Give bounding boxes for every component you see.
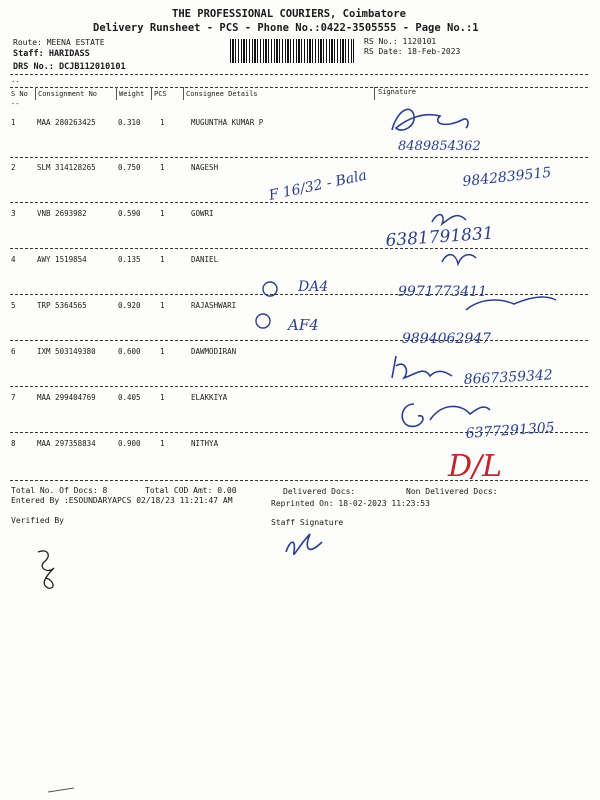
circle-mark	[256, 314, 270, 328]
cell-consignment: AWY 1519854	[37, 255, 87, 264]
col-header-consignment: Consignment No	[38, 90, 98, 98]
stray-mark	[48, 788, 74, 792]
handwritten-phone-2: 9842839515	[461, 164, 553, 190]
cell-weight: 0.135	[118, 255, 141, 264]
cell-weight: 0.600	[118, 347, 141, 356]
cell-consignment: SLM 314128265	[37, 163, 96, 172]
staff-signature-label: Staff Signature	[271, 518, 344, 527]
total-docs: Total No. Of Docs: 8	[11, 486, 108, 495]
col-header-signature: Signature	[378, 88, 416, 96]
signature-row-6	[392, 356, 452, 378]
runsheet-title: Delivery Runsheet - PCS - Phone No.:0422-3505555 - Page No.:1	[93, 22, 479, 34]
cell-consignee: ELAKKIYA	[191, 393, 228, 402]
total-cod: Total COD Amt: 0.00	[145, 486, 237, 495]
handwritten-phone-5: 9894062947	[402, 331, 492, 347]
cell-sno: 2	[11, 163, 16, 172]
divider-marks: --	[11, 78, 20, 86]
handwritten-dl-mark: D/L	[448, 449, 503, 484]
cell-consignee: DAWMODIRAN	[191, 347, 237, 356]
cell-pcs: 1	[160, 255, 165, 264]
cell-consignee: NITHYA	[191, 439, 219, 448]
cell-consignee: GOWRI	[191, 209, 214, 218]
signature-row-7	[402, 404, 490, 426]
cell-weight: 0.590	[118, 209, 141, 218]
divider-marks: --	[11, 100, 20, 108]
handwritten-phone-4: 9971773411	[398, 284, 488, 300]
non-delivered-docs: Non Delivered Docs:	[406, 487, 498, 496]
col-header-consignee: Consignee Details	[186, 90, 258, 98]
cell-consignment: VNB 2693982	[37, 209, 87, 218]
col-header-pcs: PCS	[154, 90, 167, 98]
handwritten-phone-3: 6381791831	[384, 223, 495, 251]
cell-consignment: MAA 280263425	[37, 118, 96, 127]
cell-consignment: TRP 5364565	[37, 301, 87, 310]
handwritten-phone-7: 6377291305	[465, 419, 556, 442]
cell-consignee: MUGUNTHA KUMAR P	[191, 118, 264, 127]
cell-sno: 3	[11, 209, 16, 218]
staff-signature	[286, 534, 322, 554]
cell-consignment: MAA 297358834	[37, 439, 96, 448]
cell-consignee: RAJASHWARI	[191, 301, 237, 310]
cell-pcs: 1	[160, 209, 165, 218]
staff-label: Staff: HARIDASS	[13, 49, 90, 59]
verified-by: Verified By	[11, 516, 64, 525]
col-header-weight: Weight	[119, 90, 145, 98]
cell-weight: 0.310	[118, 118, 141, 127]
cell-pcs: 1	[160, 118, 165, 127]
handwritten-phone-6: 8667359342	[463, 367, 554, 388]
drs-number: DRS No.: DCJB112010101	[13, 62, 126, 72]
circle-mark	[263, 282, 277, 296]
cell-weight: 0.900	[118, 439, 141, 448]
delivered-docs: Delivered Docs:	[283, 487, 356, 496]
signature-row-4	[442, 255, 476, 264]
entered-by: Entered By :ESOUNDARYAPCS 02/18/23 11:21:47 AM	[11, 496, 233, 505]
cell-consignment: IXM 503149380	[37, 347, 96, 356]
cell-pcs: 1	[160, 393, 165, 402]
col-header-sno: S No	[11, 90, 28, 98]
handwritten-note-af4: AF4	[288, 316, 319, 334]
cell-sno: 7	[11, 393, 16, 402]
handwritten-note-row-2: F 16/32 - Bala	[267, 167, 369, 204]
cell-pcs: 1	[160, 163, 165, 172]
signature-row-1	[392, 109, 468, 130]
cell-pcs: 1	[160, 439, 165, 448]
cell-consignee: DANIEL	[191, 255, 219, 264]
reprinted-on: Reprinted On: 18-02-2023 11:23:53	[271, 499, 430, 508]
cell-consignee: NAGESH	[191, 163, 219, 172]
cell-sno: 1	[11, 118, 16, 127]
signature-row-3	[432, 215, 466, 224]
rs-date: RS Date: 18-Feb-2023	[364, 47, 461, 56]
cell-pcs: 1	[160, 347, 165, 356]
cell-weight: 0.405	[118, 393, 141, 402]
route-label: Route: MEENA ESTATE	[13, 38, 105, 47]
cell-consignment: MAA 299404769	[37, 393, 96, 402]
handwritten-phone-1: 8489854362	[398, 139, 481, 154]
rs-number: RS No.: 1120101	[364, 37, 437, 46]
cell-pcs: 1	[160, 301, 165, 310]
cell-sno: 8	[11, 439, 16, 448]
verified-by-signature	[38, 551, 54, 588]
company-title: THE PROFESSIONAL COURIERS, Coimbatore	[172, 8, 406, 20]
cell-sno: 6	[11, 347, 16, 356]
handwritten-note-da4: DA4	[298, 279, 329, 295]
cell-sno: 4	[11, 255, 16, 264]
cell-sno: 5	[11, 301, 16, 310]
cell-weight: 0.750	[118, 163, 141, 172]
cell-weight: 0.920	[118, 301, 141, 310]
